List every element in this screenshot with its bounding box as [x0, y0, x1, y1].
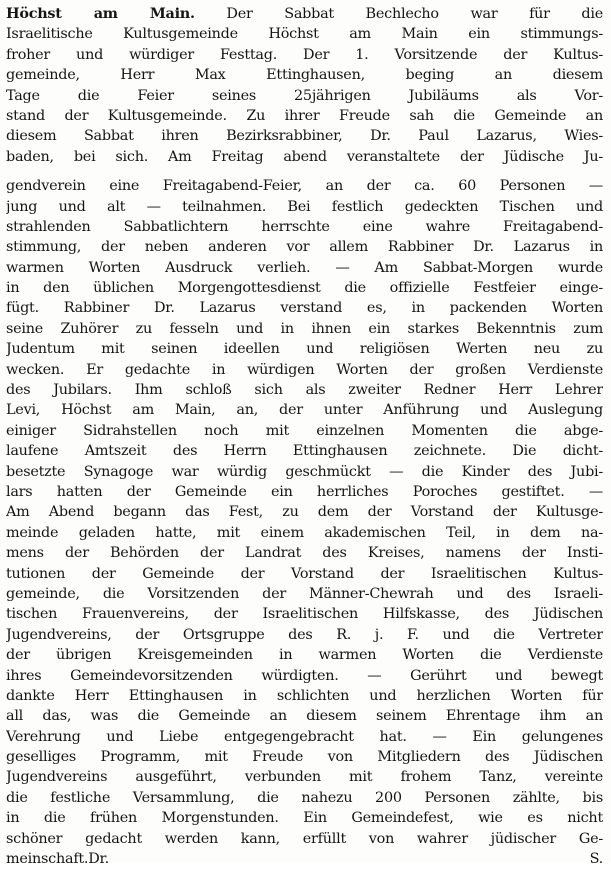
article-line-32: der übrigen Kreisgemeinden in warmen Worten die Verdienste	[6, 647, 603, 664]
article-line-4: gemeinde, Herr Max Ettinghausen, beging an diesem	[6, 67, 603, 84]
article-line-25: Am Abend begann das Fest, zu dem der Vorstand der Kultusge-	[6, 504, 603, 521]
article-text	[6, 4, 603, 869]
article-line-34: dankte Herr Ettinghausen in schlichten und herzlichen Worten für	[6, 687, 603, 704]
article-line-31: Jugendvereins, der Ortsgruppe des R. j. F. und die Vertreter	[6, 626, 603, 643]
article-line-41: schöner gedacht werden kann, erfüllt von wahrer jüdischer Ge-	[6, 830, 603, 847]
article-line-33: ihres Gemeindevorsitzenden würdigten. — Gerührt und bewegt	[6, 667, 603, 684]
final-line-text: meinschaft.	[6, 851, 89, 868]
article-line-15: fügt. Rabbiner Dr. Lazarus verstand es, in packenden Worten	[6, 300, 603, 317]
article-line-18: wecken. Er gedachte in würdigen Worten der großen Verdienste	[6, 361, 603, 378]
article-line-26: meinde geladen hatte, mit einem akademischen Teil, in dem na-	[6, 524, 603, 541]
article-line-27: mens der Behörden der Landrat des Kreises, namens der Insti-	[6, 545, 603, 562]
article-line-9: gendverein eine Freitagabend-Feier, an der ca. 60 Personen —	[6, 178, 603, 195]
article-line-11: strahlenden Sabbatlichtern herrschte eine wahre Freitagabend-	[6, 218, 603, 235]
article-line-3: froher und würdiger Festtag. Der 1. Vorsitzende der Kultus-	[6, 46, 603, 63]
article-line-12: stimmung, der neben anderen vor allem Rabbiner Dr. Lazarus in	[6, 239, 603, 256]
article-line-37: geselliges Programm, mit Freude von Mitgliedern des Jüdischen	[6, 749, 603, 766]
article-line-39: die festliche Versammlung, die nahezu 200 Personen zählte, bis	[6, 789, 603, 806]
article-line-35: all das, was die Gemeinde an diesem seinem Ehrentage ihm an	[6, 708, 603, 725]
article-line-30: tischen Frauenvereins, der Israelitischen Hilfskasse, des Jüdischen	[6, 606, 603, 623]
author-signature: Dr. S.	[88, 851, 603, 868]
article-line-29: gemeinde, die Vorsitzenden der Männer-Chewrah und des Israeli-	[6, 585, 603, 602]
article-line-13: warmen Worten Ausdruck verlieh. — Am Sabbat-Morgen wurde	[6, 259, 603, 276]
article-line-8: baden, bei sich. Am Freitag abend veranstaltete der Jüdische Ju-	[6, 148, 603, 165]
article-line-1-text: Der Sabbat Bechlecho war für die	[226, 6, 603, 22]
article-line-16: seine Zuhörer zu fesseln und in ihnen ein starkes Bekenntnis zum	[6, 320, 603, 337]
article-line-40: in die frühen Morgenstunden. Ein Gemeindefest, wie es nicht	[6, 810, 603, 827]
article-line-2: Israelitische Kultusgemeinde Höchst am Main ein stimmungs-	[6, 26, 603, 43]
article-line-36: Verehrung und Liebe entgegengebracht hat. — Ein gelungenes	[6, 728, 603, 745]
article-line-5: Tage die Feier seines 25jährigen Jubiläums als Vor-	[6, 87, 603, 104]
column-break	[6, 167, 603, 176]
article-line-17: Judentum mit seinen ideellen und religiösen Werten neu zu	[6, 341, 603, 358]
article-line-6: stand der Kultusgemeinde. Zu ihrer Freude sah die Gemeinde an	[6, 107, 603, 124]
dateline: Höchst am Main.	[6, 5, 195, 22]
article-line-23: besetzte Synagoge war würdig geschmückt — die Kinder des Jubi-	[6, 463, 603, 480]
article-line-19: des Jubilars. Ihm schloß sich als zweiter Redner Herr Lehrer	[6, 382, 603, 399]
article-line-21: einiger Sidrahstellen noch mit einzelnen Momenten die abge-	[6, 422, 603, 439]
article-line-22: laufene Amtszeit des Herrn Ettinghausen zeichnete. Die dicht-	[6, 443, 603, 460]
article-line-14: in den üblichen Morgengottesdienst die offizielle Festfeier einge-	[6, 280, 603, 297]
article-line-10: jung und alt — teilnahmen. Bei festlich gedeckten Tischen und	[6, 198, 603, 215]
article-line-42	[6, 849, 603, 869]
article-line-38: Jugendvereins ausgeführt, verbunden mit frohem Tanz, vereinte	[6, 769, 603, 786]
article-line-24: lars hatten der Gemeinde ein herrliches Poroches gestiftet. —	[6, 483, 603, 500]
article-line-1	[6, 4, 603, 24]
article-line-7: diesem Sabbat ihren Bezirksrabbiner, Dr. Paul Lazarus, Wies-	[6, 128, 603, 145]
article-line-28: tutionen der Gemeinde der Vorstand der Israelitischen Kultus-	[6, 565, 603, 582]
article-line-20: Levi, Höchst am Main, an, der unter Anführung und Auslegung	[6, 402, 603, 419]
